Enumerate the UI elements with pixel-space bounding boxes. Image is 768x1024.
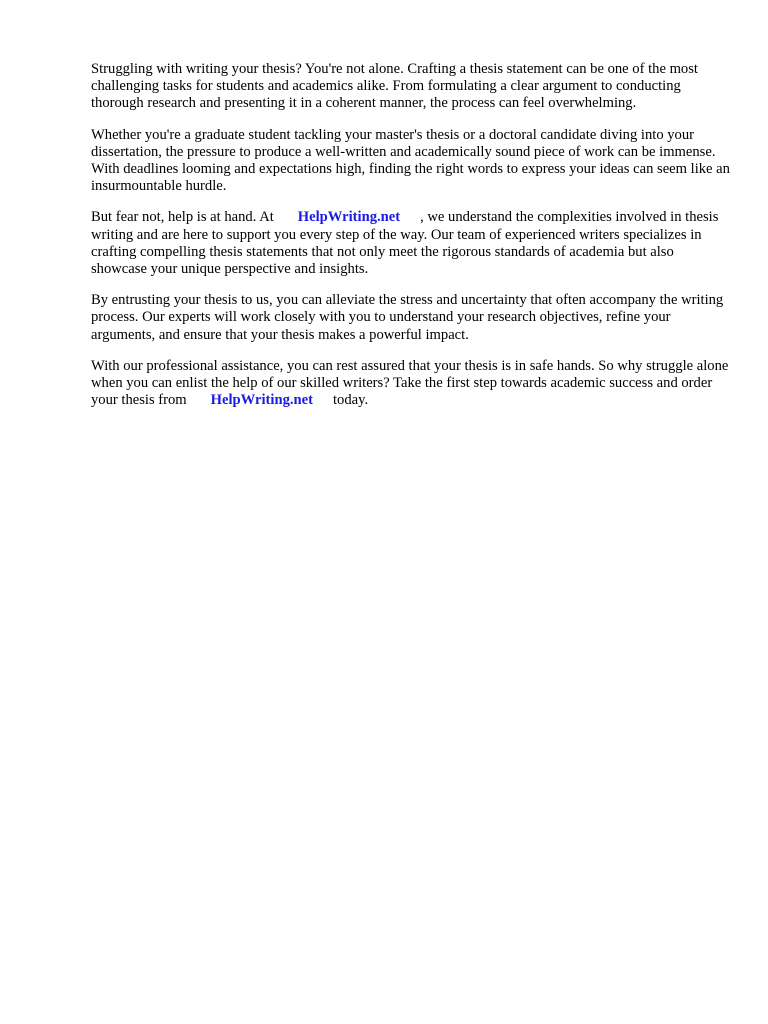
paragraph-closing-lead: With our professional assistance, you can rest assured that your thesis is in safe hands. So why struggle alone when you can enlist the help of our skilled writers? Take the first step towards academic success and order your thesis from (91, 357, 729, 409)
paragraph-closing-end: today. (332, 392, 369, 409)
document-page (91, 61, 731, 423)
helpwriting-link-2[interactable]: HelpWriting.net (210, 392, 313, 409)
paragraph-pressure: Whether you're a graduate student tackling your master's thesis or a doctoral candidate diving into your dissertation, the pressure to produce a well-written and academically sound piece of work can be immense. With deadlines looming and expectations high, finding the right words to express your ideas can seem like an insurmountable hurdle. (91, 126, 730, 195)
paragraph-help-lead: But fear not, help is at hand. At (91, 209, 274, 226)
paragraph-closing (91, 358, 731, 410)
paragraph-help-rest: , we understand the complexities involved in thesis writing and are here to support you every step of the way. Our team of experienced writers specializes in crafting compelling thesis statements that not only meet the rigorous standards of academia but also showcase your unique perspective and insights. (91, 209, 719, 278)
paragraph-intro: Struggling with writing your thesis? You're not alone. Crafting a thesis statement can be one of the most challenging tasks for students and academics alike. From formulating a clear argument to conducting thorough research and presenting it in a coherent manner, the process can feel overwhelming. (91, 61, 698, 112)
helpwriting-link-1[interactable]: HelpWriting.net (297, 209, 401, 226)
paragraph-entrust: By entrusting your thesis to us, you can alleviate the stress and uncertainty that often accompany the writing process. Our experts will work closely with you to understand your research objectives, refine your arguments, and ensure that your thesis makes a powerful impact. (91, 292, 724, 343)
paragraph-help (91, 209, 731, 278)
